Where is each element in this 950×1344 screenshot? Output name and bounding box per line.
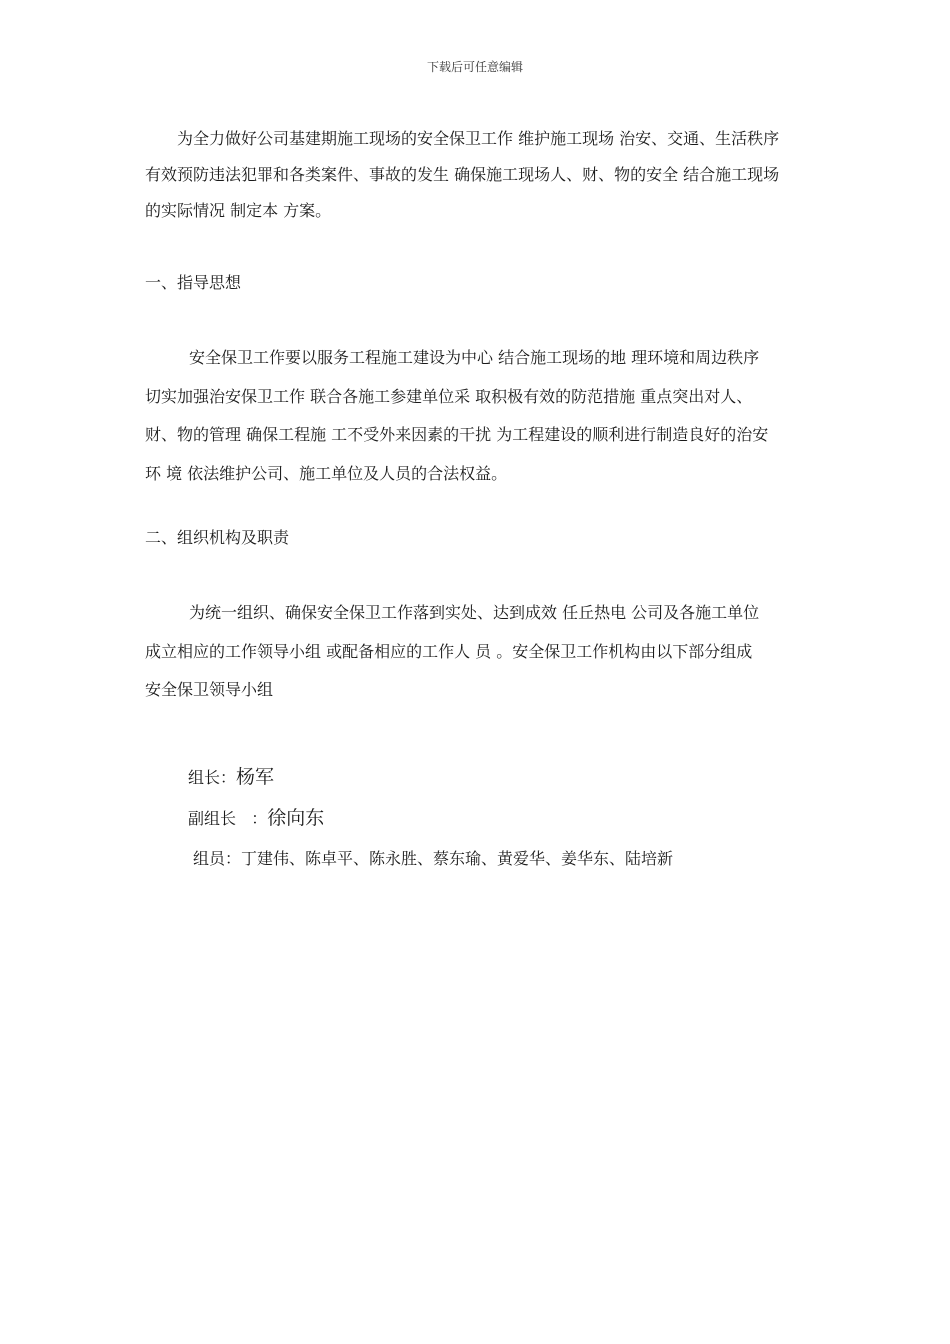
section1-heading: 一、指导思想 xyxy=(145,273,242,292)
section1-line-3: 财、物的管理 确保工程施 工不受外来因素的干扰 为工程建设的顺利进行制造良好的治安 xyxy=(145,425,769,444)
team-members: 组员：丁建伟、陈卓平、陈永胜、蔡东瑜、黄爱华、姜华东、陆培新 xyxy=(193,849,674,868)
intro-line-1: 为全力做好公司基建期施工现场的安全保卫工作 维护施工现场 治安、交通、生活秩序 xyxy=(177,129,780,148)
team-deputy xyxy=(188,803,324,830)
section2-line-2: 成立相应的工作领导小组 或配备相应的工作人 员 。安全保卫工作机构由以下部分组成 xyxy=(145,641,753,661)
intro-line-2: 有效预防违法犯罪和各类案件、事故的发生 确保施工现场人、财、物的安全 结合施工现场 xyxy=(145,165,780,184)
section2-heading: 二、组织机构及职责 xyxy=(145,528,290,547)
deputy-name: 徐向东 xyxy=(267,807,325,829)
leader-label: 组长： xyxy=(188,768,237,787)
section1-line-4: 环 境 依法维护公司、施工单位及人员的合法权益。 xyxy=(145,463,508,483)
team-leader xyxy=(188,762,274,789)
section1-paragraph xyxy=(145,339,825,493)
deputy-label: 副组长 ： xyxy=(188,809,268,828)
intro-paragraph xyxy=(145,121,825,229)
section1-line-1: 安全保卫工作要以服务工程施工建设为中心 结合施工现场的地 理环境和周边秩序 xyxy=(189,348,760,367)
page-header: 下载后可任意编辑 xyxy=(426,60,523,74)
section2-line-3: 安全保卫领导小组 xyxy=(145,680,274,699)
intro-line-3: 的实际情况 制定本 方案。 xyxy=(145,201,332,220)
section2-line-1: 为统一组织、确保安全保卫工作落到实处、达到成效 任丘热电 公司及各施工单位 xyxy=(189,603,760,622)
leader-name: 杨军 xyxy=(236,766,275,788)
section1-line-2: 切实加强治安保卫工作 联合各施工参建单位采 取积极有效的防范措施 重点突出对人、 xyxy=(145,386,753,406)
section2-paragraph xyxy=(145,594,825,710)
